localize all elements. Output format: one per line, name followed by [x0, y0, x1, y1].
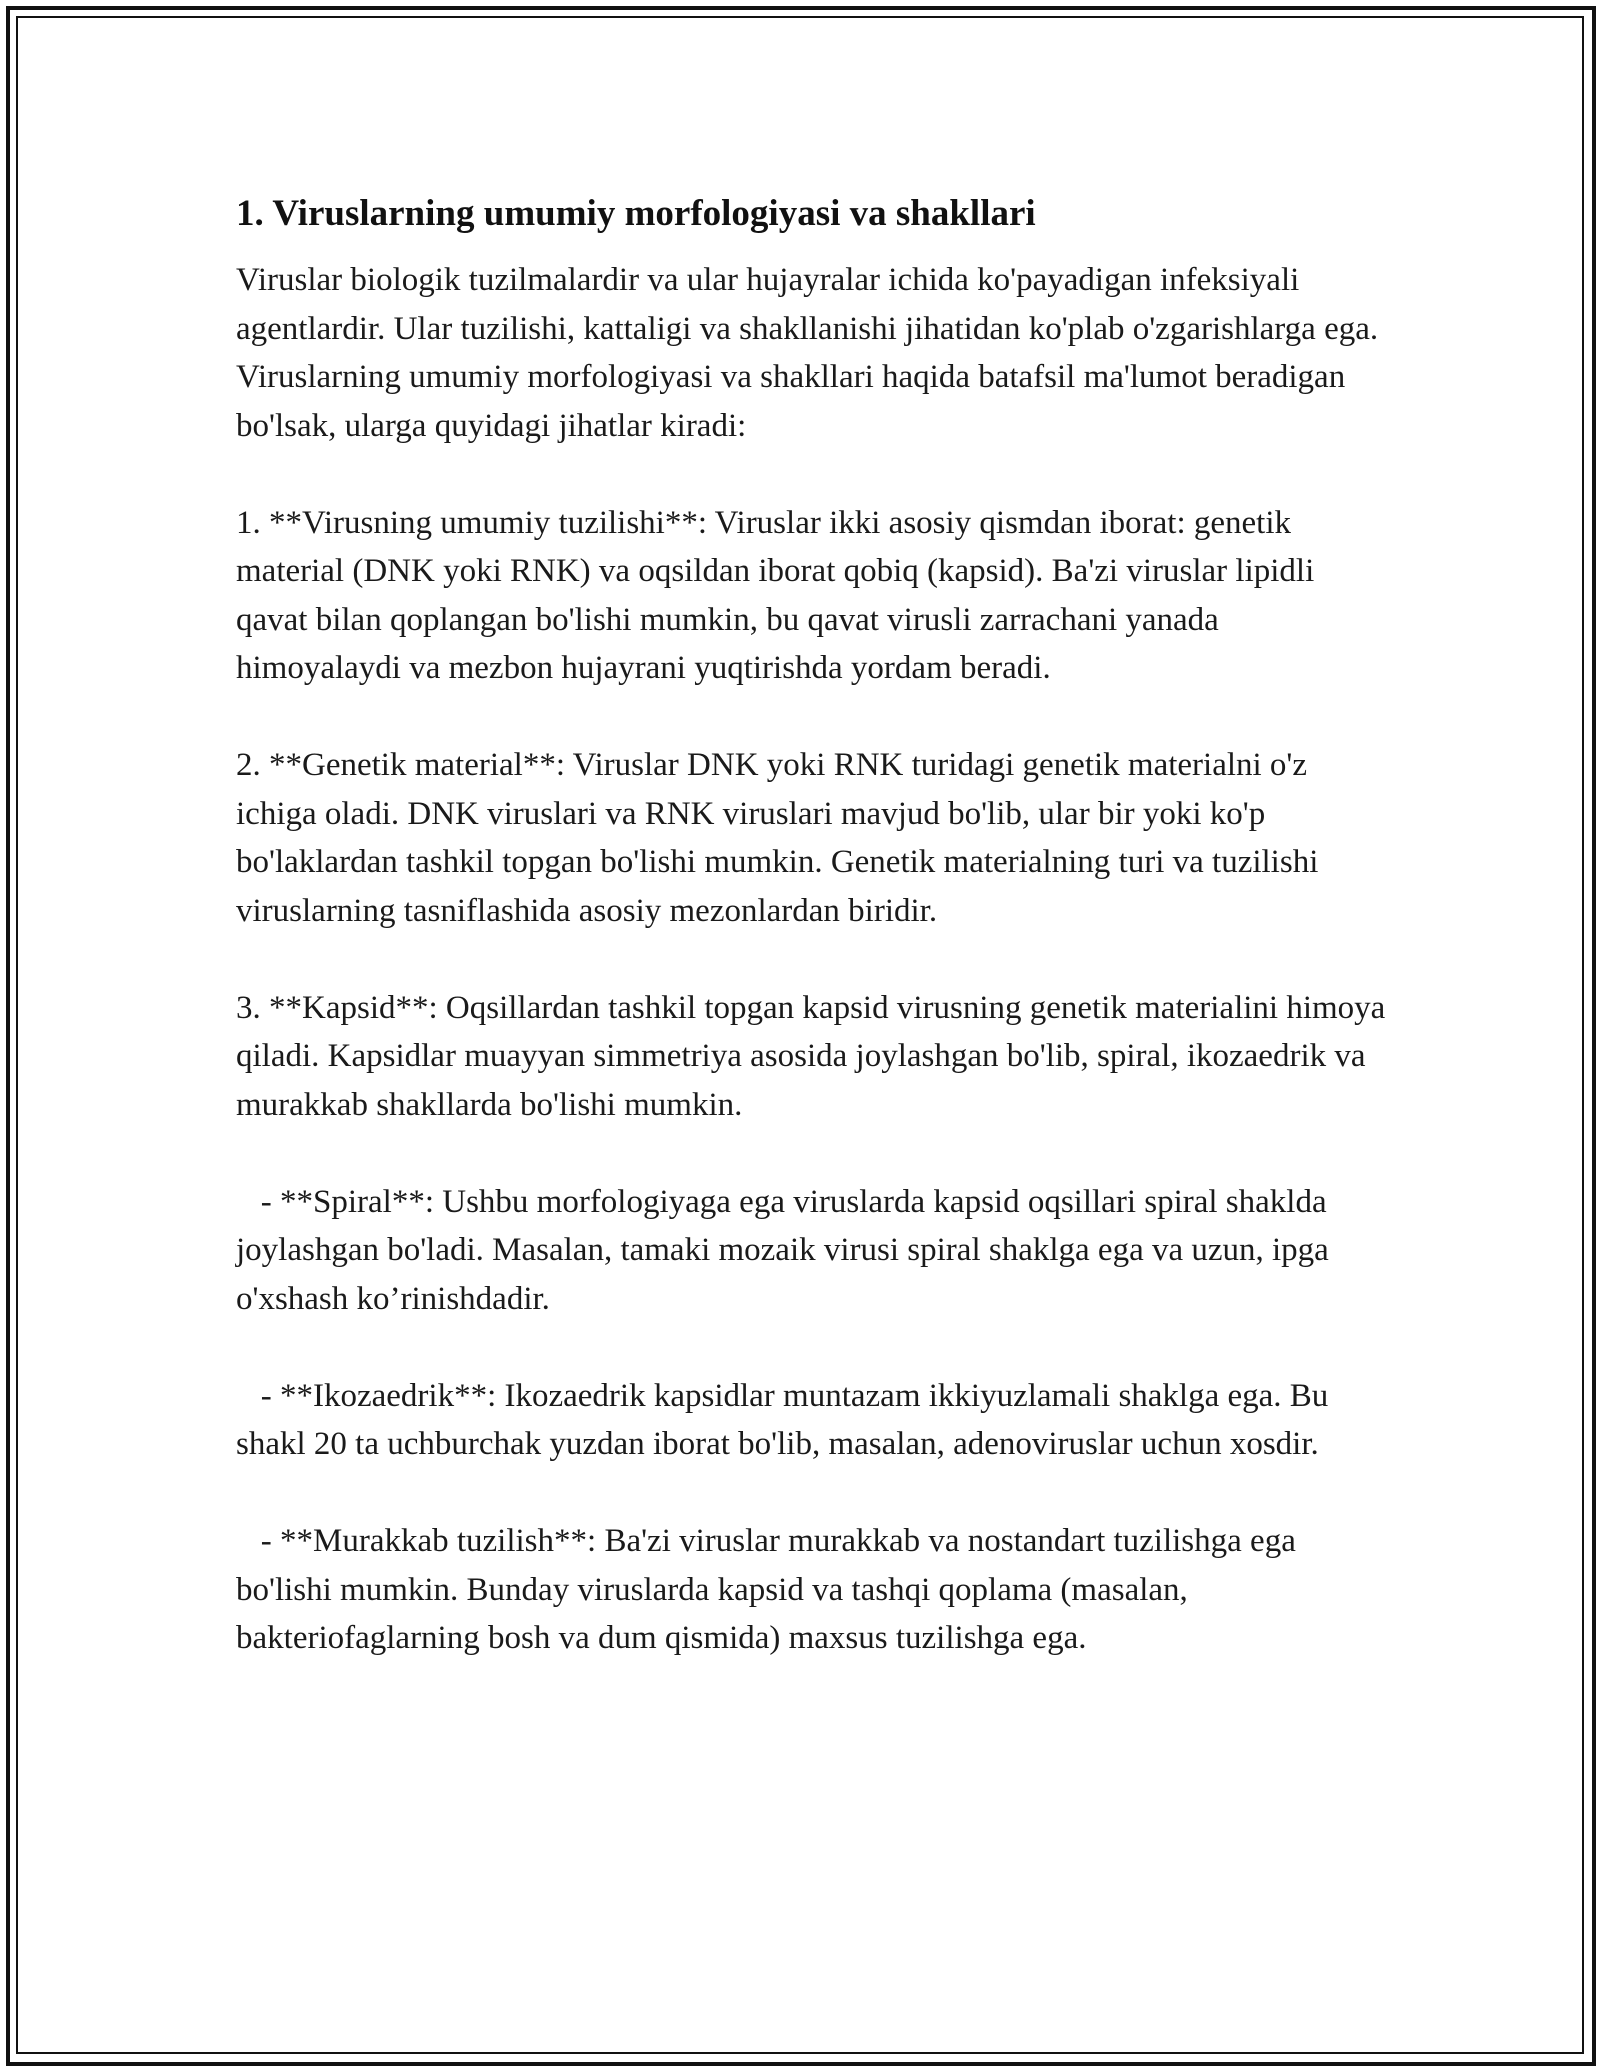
paragraph-spacer — [236, 1469, 1386, 1518]
intro-paragraph: Viruslar biologik tuzilmalardir va ular hujayralar ichida ko'payadigan infeksiyali agentlardir. Ular tuzilishi, kattaligi va shakllanishi jihatidan ko'plab o'zgarishlarga ega. Viruslarning umumiy morfologiyasi va shakllari haqida batafsil ma'lumot beradigan bo'lsak, ularga quyidagi jihatlar kiradi: — [236, 262, 1386, 444]
paragraph-spacer — [236, 935, 1386, 984]
paragraph-capsid: 3. **Kapsid**: Oqsillardan tashkil topgan kapsid virusning genetik materialini himoya qiladi. Kapsidlar muayyan simmetriya asosida joylashgan bo'lib, spiral, ikozaedrik va murakkab shakllarda bo'lishi mumkin. — [236, 989, 1394, 1123]
paragraph-spacer — [236, 1129, 1386, 1178]
paragraph-icosahedral: - **Ikozaedrik**: Ikozaedrik kapsidlar muntazam ikkiyuzlamali shaklga ega. Bu shakl 20 ta uchburchak yuzdan iborat bo'lib, masalan, adenoviruslar uchun xosdir. — [236, 1377, 1337, 1462]
paragraph-spacer — [236, 450, 1386, 499]
paragraph-general-structure: 1. **Virusning umumiy tuzilishi**: Viruslar ikki asosiy qismdan iborat: genetik material (DNK yoki RNK) va oqsildan iborat qobiq (kapsid). Ba'zi viruslar lipidli qavat bilan qoplangan bo'lishi mumkin, bu qavat virusli zarrachani yanada himoyalaydi va mezbon hujayrani yuqtirishda yordam beradi. — [236, 504, 1323, 686]
paragraph-genetic-material: 2. **Genetik material**: Viruslar DNK yoki RNK turidagi genetik materialni o'z ichiga oladi. DNK viruslari va RNK viruslari mavjud bo'lib, ular bir yoki ko'p bo'laklardan tashkil topgan bo'lishi mumkin. Genetik materialning turi va tuzilishi viruslarning tasniflashida asosiy mezonlardan biridir. — [236, 747, 1327, 929]
paragraph-complex-structure: - **Murakkab tuzilish**: Ba'zi viruslar murakkab va nostandart tuzilishga ega bo'lishi mumkin. Bunday viruslarda kapsid va tashqi qoplama (masalan, bakteriofaglarning bosh va dum qismida) maxsus tuzilishga ega. — [236, 1523, 1305, 1656]
document-title: 1. Viruslarning umumiy morfologiyasi va shakllari — [236, 193, 1036, 234]
paragraph-spacer — [236, 1323, 1386, 1372]
document-body — [236, 190, 1394, 1663]
paragraph-spacer — [236, 693, 1386, 742]
paragraph-spiral: - **Spiral**: Ushbu morfologiyaga ega viruslarda kapsid oqsillari spiral shaklda joylashgan bo'ladi. Masalan, tamaki mozaik virusi spiral shaklga ega va uzun, ipga o'xshash ko’rinishdadir. — [236, 1183, 1338, 1317]
